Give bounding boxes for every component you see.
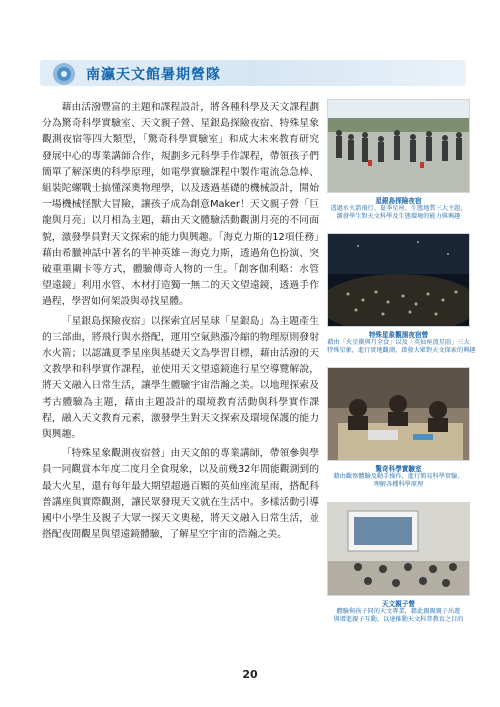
caption-line: 激發學生對天文科學及生態環境的能力與興趣 [336, 212, 461, 220]
sun-icon [52, 62, 76, 86]
caption-line: 體驗與孩子同的天文專業，藉此親親親子出遊 [336, 608, 461, 615]
caption-title: 星銀島探險夜宿 [375, 197, 422, 205]
paragraph-starisland: 「星銀島探險夜宿」以探索宜居星球「星銀島」為主題產生的三部曲，將飛行與水搭配，運用空氣熱漲冷縮的物理原則發射水火箭；以認識夏季星座與基礎天文為學習目標，藉由活潑的天文教學和科學實作課程，並使用天文望遠鏡進行星空導覽解說，將天文融入日常生活，讓學生體驗宇宙浩瀚之美。以地理探索及考古體驗為主題，藉由主題設計的環境教育活動與科學實作課程，融入天文教育元素，激發學生對天文探索及環境保護的能力與興趣。 [42, 315, 319, 441]
caption-line: 藉由觀察體驗及動手操作，進行簡易科學實驗， [333, 473, 464, 480]
photo-outdoor-group [327, 99, 470, 193]
caption-3 [327, 463, 470, 488]
photo-night-observation [327, 233, 470, 327]
page-number: 20 [242, 668, 258, 681]
paragraph-intro: 藉由活潑豐富的主題和課程設計，將各種科學及天文課程劃分為驚奇科學實驗室、天文親子營、星銀島探險夜宿、特殊星象觀測夜宿等四大類型，「驚奇科學實驗室」和成大未來教育研究發展中心的專業講師合作，規劃多元科學手作課程，帶領孩子們簡單了解深奧的科學原理，如電學實驗課程中製作電流急急棒、組裝陀螺戰士搞懂深奧物理學，以及透過基礎的機械設計，開始一場機械怪獸大冒險，讓孩子成為創意Maker！天文親子營「巨龍與月亮」以月相為主題，藉由天文體驗活動觀測月亮的不同面貌，激發學員對天文探索的能力與興趣。「海克力斯的12項任務」藉由希臘神話中著名的半神英雄－海克力斯，透過角色扮演、突破重重關卡等方式，體驗傳奇人物的一生。「創客伽利略：水管望遠鏡」利用水管、木材打造獨一無二的天文望遠鏡，透過手作過程，學習如何架設與尋找星體。 [42, 102, 319, 308]
caption-4 [327, 598, 470, 623]
caption-title: 天文親子營 [382, 600, 415, 608]
caption-line: 理解各種科學原理 [373, 480, 424, 488]
body-text [42, 100, 319, 545]
caption-line: 與增進親子互動，以達推動天文科普教育之目的 [333, 615, 464, 623]
caption-line: 藉由「火星衝與月全食」以及「英仙座流星雨」三大 [327, 339, 470, 346]
paragraph-special-observation: 「特殊星象觀測夜宿營」由天文館的專業講師，帶領參與學員一同觀賞本年度二度月全食現象，以及前幾32年間能觀測到的最大火星，還有每年最大期望超過百顆的英仙座流星雨，搭配科普講座與實際觀測，讓民眾發現天文就在生活中。多樣活動引導國中小學生及親子大眾一探天文奧秘，將天文融入日常生活，並搭配夜間觀星與望遠鏡體驗，了解星空宇宙的浩瀚之美。 [42, 448, 319, 541]
caption-line: 透過水火箭飛行、夏季星座、生態地質三大主題， [330, 205, 467, 212]
page-title: 南瀛天文館暑期營隊 [86, 67, 221, 83]
caption-1 [327, 195, 470, 220]
caption-title: 驚奇科學實驗室 [375, 465, 422, 473]
photo-lab-experiment [327, 367, 470, 461]
caption-title: 特殊星象觀測夜宿營 [368, 331, 429, 339]
caption-line: 特殊星象，進行實地觀測，啟發大眾對天文探索的興趣 [327, 346, 476, 354]
photo-classroom [327, 502, 470, 596]
caption-2 [327, 329, 476, 354]
